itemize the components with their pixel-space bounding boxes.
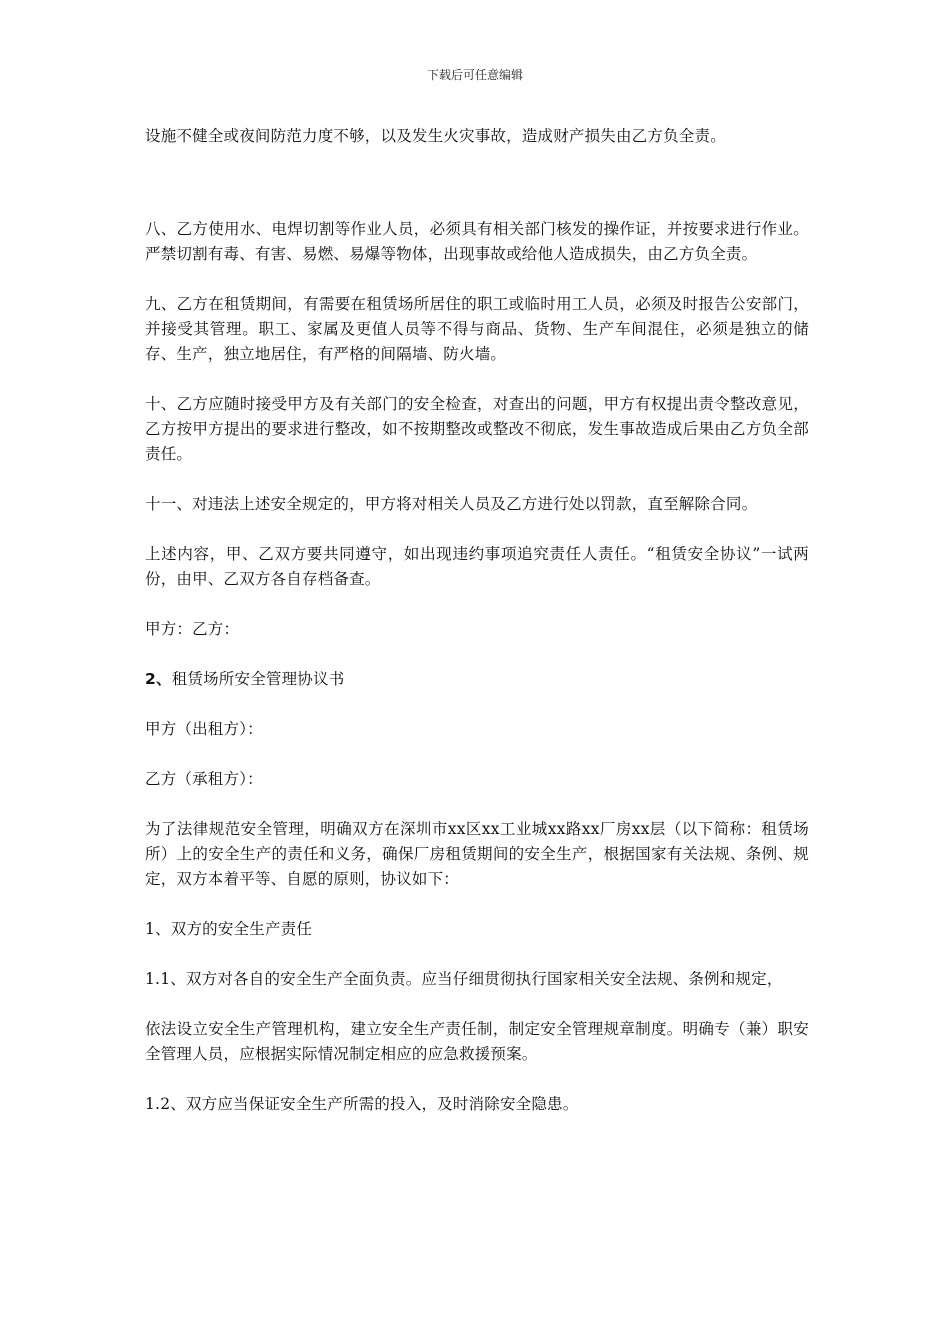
paragraph-preamble: 为了法律规范安全管理，明确双方在深圳市xx区xx工业城xx路xx厂房xx层（以下简称：租赁场所）上的安全生产的责任和义务，确保厂房租赁期间的安全生产，根据国家有关法规、条例、规定，双方本着平等、自愿的原则，协议如下： <box>145 820 809 888</box>
paragraph-summary: 上述内容，甲、乙双方要共同遵守，如出现违约事项追究责任人责任。“租赁安全协议”一试两份，由甲、乙双方各自存档备查。 <box>145 545 809 588</box>
paragraph-clause-10: 十、乙方应随时接受甲方及有关部门的安全检查，对查出的问题，甲方有权提出责令整改意见，乙方按甲方提出的要求进行整改，如不按期整改或整改不彻底，发生事故造成后果由乙方负全部责任。 <box>145 395 809 463</box>
paragraph-clause-9: 九、乙方在租赁期间，有需要在租赁场所居住的职工或临时用工人员，必须及时报告公安部门，并接受其管理。职工、家属及更值人员等不得与商品、货物、生产车间混住，必须是独立的储存、生产，独立地居住，有严格的间隔墙、防火墙。 <box>145 295 809 363</box>
paragraph-clause-1-1: 1.1、双方对各自的安全生产全面负责。应当仔细贯彻执行国家相关安全法规、条例和规定， <box>145 970 783 988</box>
section-2-number: 2、 <box>145 670 172 688</box>
paragraph-clause-1-2: 1.2、双方应当保证安全生产所需的投入，及时消除安全隐患。 <box>145 1095 579 1113</box>
paragraph-party-a: 甲方（出租方）： <box>145 720 263 738</box>
page-header: 下载后可任意编辑 <box>426 68 523 82</box>
paragraph-clause-11: 十一、对违法上述安全规定的，甲方将对相关人员及乙方进行处以罚款，直至解除合同。 <box>145 495 758 513</box>
paragraph-party-b: 乙方（承租方）： <box>145 770 263 788</box>
paragraph-clause-1-1-cont: 依法设立安全生产管理机构，建立安全生产责任制，制定安全管理规章制度。明确专（兼）职安全管理人员，应根据实际情况制定相应的应急救援预案。 <box>145 1020 809 1063</box>
section-2-heading <box>145 667 809 692</box>
paragraph-section-1-heading: 1、双方的安全生产责任 <box>145 920 313 938</box>
paragraph-clause-8: 八、乙方使用水、电焊切割等作业人员，必须具有相关部门核发的操作证，并按要求进行作业。严禁切割有毒、有害、易燃、易爆等物体，出现事故或给他人造成损失，由乙方负全责。 <box>145 220 809 263</box>
paragraph-signatures: 甲方：乙方： <box>145 620 240 638</box>
document-body <box>145 124 809 1142</box>
paragraph-facility-liability: 设施不健全或夜间防范力度不够，以及发生火灾事故，造成财产损失由乙方负全责。 <box>145 127 726 145</box>
section-2-title: 租赁场所安全管理协议书 <box>171 670 345 688</box>
